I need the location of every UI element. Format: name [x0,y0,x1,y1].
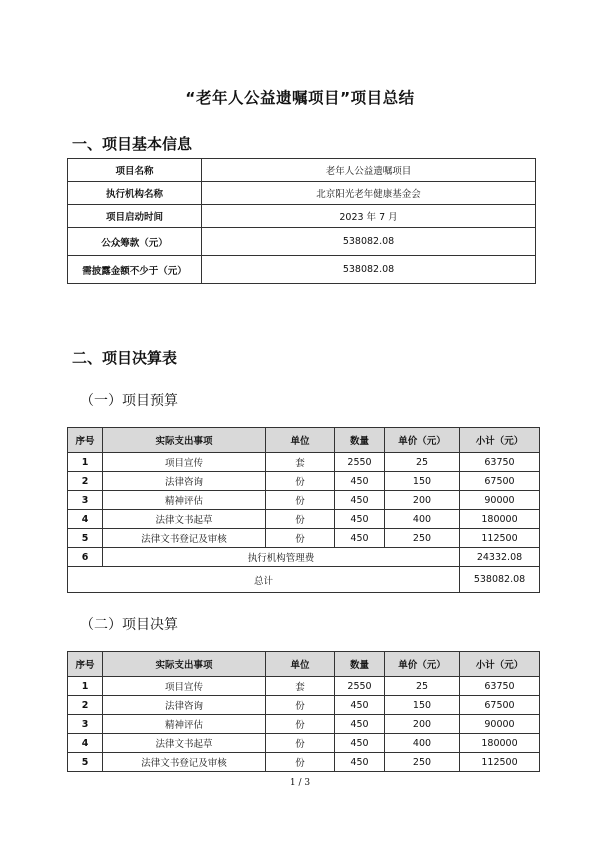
subtotal-cell: 112500 [460,529,540,548]
table-header-row [68,652,540,677]
column-header: 序号 [68,428,103,453]
table-row [68,453,540,472]
unit-cell: 份 [266,529,335,548]
expense-item-cell: 精神评估 [103,715,266,734]
expense-item-cell: 精神评估 [103,491,266,510]
row-number-cell: 3 [68,491,103,510]
document-title: “老年人公益遗嘱项目”项目总结 [185,89,415,107]
unit-cell: 套 [266,453,335,472]
mgmt-fee-amount: 24332.08 [460,548,540,567]
budget-plan-table [67,427,540,593]
column-header: 小计（元） [460,428,540,453]
table-row [68,159,536,182]
unit-price-cell: 200 [385,715,460,734]
unit-cell: 份 [266,715,335,734]
table-row [68,182,536,205]
unit-cell: 份 [266,734,335,753]
quantity-cell: 450 [335,753,385,772]
column-header: 单位 [266,652,335,677]
unit-price-cell: 200 [385,491,460,510]
quantity-cell: 450 [335,510,385,529]
quantity-cell: 450 [335,734,385,753]
row-number-cell: 2 [68,696,103,715]
expense-item-cell: 项目宣传 [103,453,266,472]
row-number-cell: 4 [68,734,103,753]
row-number-cell: 5 [68,529,103,548]
subtotal-cell: 180000 [460,510,540,529]
subtotal-cell: 63750 [460,677,540,696]
basic-info-table [67,158,536,284]
info-label: 项目启动时间 [68,205,202,228]
page-number: 1 / 3 [289,778,311,788]
subtotal-cell: 180000 [460,734,540,753]
unit-cell: 份 [266,491,335,510]
unit-price-cell: 400 [385,510,460,529]
column-header: 实际支出事项 [103,652,266,677]
total-label: 总计 [68,567,460,593]
unit-cell: 份 [266,753,335,772]
unit-price-cell: 25 [385,453,460,472]
expense-item-cell: 法律文书登记及审核 [103,529,266,548]
table-row [68,510,540,529]
table-row [68,228,536,256]
column-header: 序号 [68,652,103,677]
unit-cell: 份 [266,510,335,529]
total-amount: 538082.08 [460,567,540,593]
info-label: 执行机构名称 [68,182,202,205]
budget-final-table [67,651,540,772]
quantity-cell: 450 [335,529,385,548]
quantity-cell: 450 [335,696,385,715]
unit-cell: 套 [266,677,335,696]
table-row [68,715,540,734]
unit-price-cell: 400 [385,734,460,753]
row-number-cell: 1 [68,453,103,472]
table-row [68,472,540,491]
expense-item-cell: 项目宣传 [103,677,266,696]
section-heading-budget: 二、项目决算表 [72,349,178,367]
unit-cell: 份 [266,472,335,491]
mgmt-fee-label: 执行机构管理费 [103,548,460,567]
unit-price-cell: 150 [385,472,460,491]
info-value: 2023 年 7 月 [202,205,536,228]
table-row [68,677,540,696]
row-number-cell: 6 [68,548,103,567]
table-row [68,491,540,510]
unit-price-cell: 250 [385,753,460,772]
expense-item-cell: 法律文书起草 [103,734,266,753]
subtotal-cell: 90000 [460,491,540,510]
info-value: 北京阳光老年健康基金会 [202,182,536,205]
info-label: 公众筹款（元） [68,228,202,256]
subtotal-cell: 112500 [460,753,540,772]
column-header: 数量 [335,428,385,453]
column-header: 实际支出事项 [103,428,266,453]
row-number-cell: 1 [68,677,103,696]
table-row [68,529,540,548]
expense-item-cell: 法律文书登记及审核 [103,753,266,772]
subtotal-cell: 67500 [460,696,540,715]
column-header: 单价（元） [385,428,460,453]
subtotal-cell: 67500 [460,472,540,491]
info-label: 需披露金额不少于（元） [68,256,202,284]
expense-item-cell: 法律咨询 [103,472,266,491]
subheading-budget-final: （二）项目决算 [80,617,178,633]
table-row [68,696,540,715]
row-number-cell: 4 [68,510,103,529]
subtotal-cell: 90000 [460,715,540,734]
quantity-cell: 2550 [335,453,385,472]
unit-price-cell: 150 [385,696,460,715]
subtotal-cell: 63750 [460,453,540,472]
info-label: 项目名称 [68,159,202,182]
unit-price-cell: 25 [385,677,460,696]
column-header: 单位 [266,428,335,453]
table-row [68,256,536,284]
info-value: 538082.08 [202,256,536,284]
section-heading-basic-info: 一、项目基本信息 [72,135,193,153]
column-header: 数量 [335,652,385,677]
table-row [68,734,540,753]
row-number-cell: 3 [68,715,103,734]
quantity-cell: 450 [335,715,385,734]
table-row-total [68,567,540,593]
quantity-cell: 450 [335,472,385,491]
column-header: 单价（元） [385,652,460,677]
table-row [68,205,536,228]
unit-cell: 份 [266,696,335,715]
expense-item-cell: 法律文书起草 [103,510,266,529]
info-value: 老年人公益遗嘱项目 [202,159,536,182]
info-value: 538082.08 [202,228,536,256]
row-number-cell: 5 [68,753,103,772]
expense-item-cell: 法律咨询 [103,696,266,715]
column-header: 小计（元） [460,652,540,677]
quantity-cell: 2550 [335,677,385,696]
unit-price-cell: 250 [385,529,460,548]
quantity-cell: 450 [335,491,385,510]
table-row-mgmt-fee [68,548,540,567]
subheading-budget-plan: （一）项目预算 [80,393,178,409]
table-header-row [68,428,540,453]
row-number-cell: 2 [68,472,103,491]
table-row [68,753,540,772]
